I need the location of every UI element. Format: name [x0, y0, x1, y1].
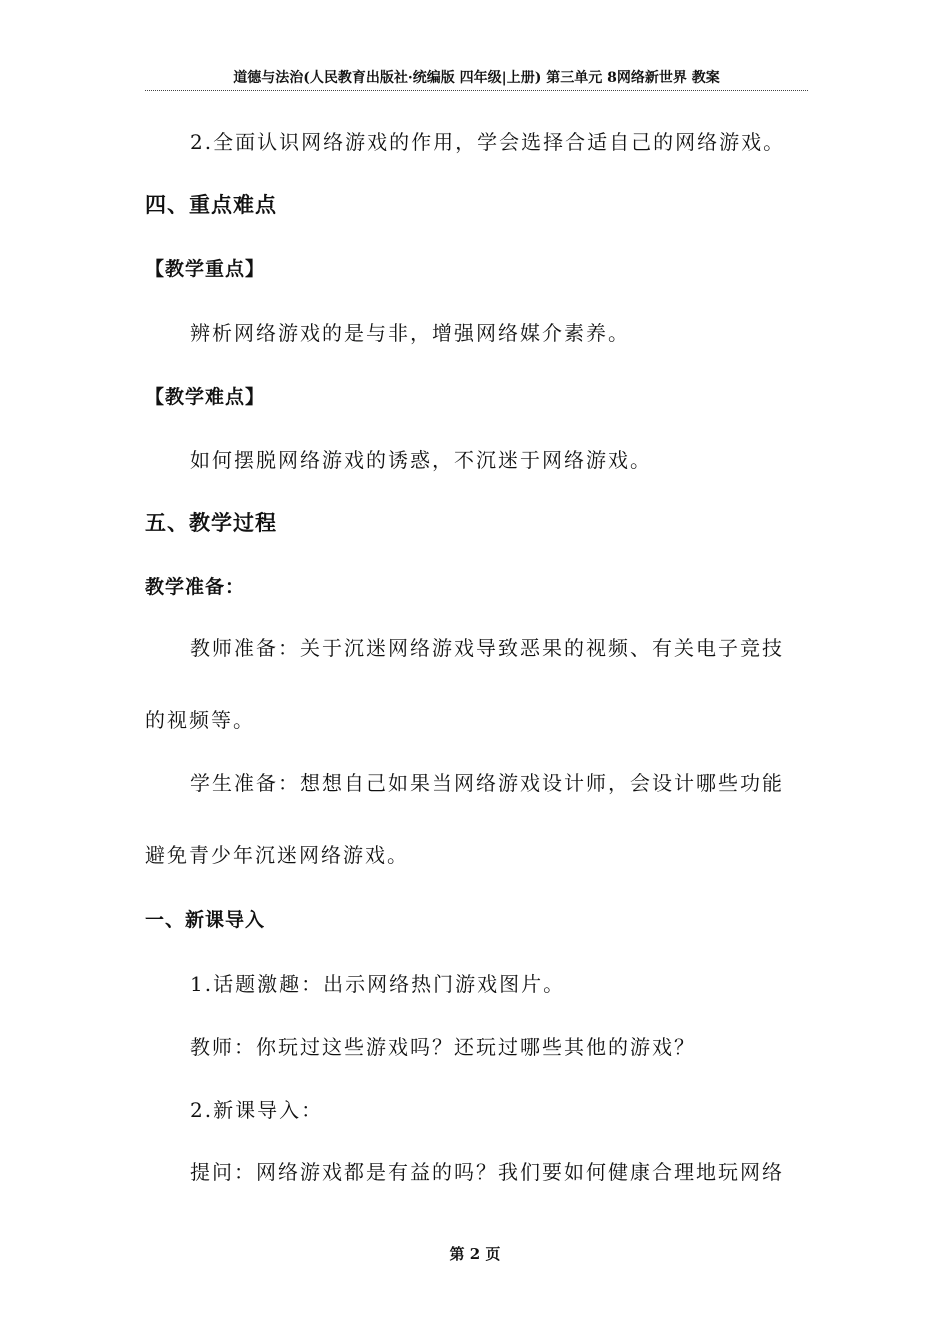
difficulty-text: 如何摆脱网络游戏的诱惑，不沉迷于网络游戏。: [190, 448, 652, 472]
teacher-prep-line-2: 的视频等。: [145, 708, 255, 732]
question-text: 提问：网络游戏都是有益的吗？我们要如何健康合理地玩网络: [190, 1160, 784, 1184]
teacher-question: 教师：你玩过这些游戏吗？还玩过哪些其他的游戏？: [190, 1035, 696, 1059]
topic-2: 2.新课导入：: [190, 1098, 324, 1122]
page-header: 道德与法治(人民教育出版社·统编版 四年级|上册) 第三单元 8网络新世界 教案: [145, 68, 808, 91]
topic-1: 1.话题激趣：出示网络热门游戏图片。: [190, 972, 566, 996]
student-prep-line-1: 学生准备：想想自己如果当网络游戏设计师，会设计哪些功能: [190, 771, 784, 795]
key-point-label: 【教学重点】: [145, 258, 266, 280]
page-number: 第 2 页: [449, 1245, 501, 1263]
intro-heading: 一、新课导入: [145, 909, 266, 931]
section-heading-key-points: 四、重点难点: [145, 192, 277, 217]
difficulty-label: 【教学难点】: [145, 386, 266, 408]
preparation-label: 教学准备：: [145, 576, 246, 598]
teacher-prep-line-1: 教师准备：关于沉迷网络游戏导致恶果的视频、有关电子竞技: [190, 636, 784, 660]
teaching-goal-2: 2.全面认识网络游戏的作用，学会选择合适自己的网络游戏。: [190, 130, 786, 154]
student-prep-line-2: 避免青少年沉迷网络游戏。: [145, 843, 409, 867]
section-heading-process: 五、教学过程: [145, 510, 277, 535]
key-point-text: 辨析网络游戏的是与非，增强网络媒介素养。: [190, 321, 630, 345]
